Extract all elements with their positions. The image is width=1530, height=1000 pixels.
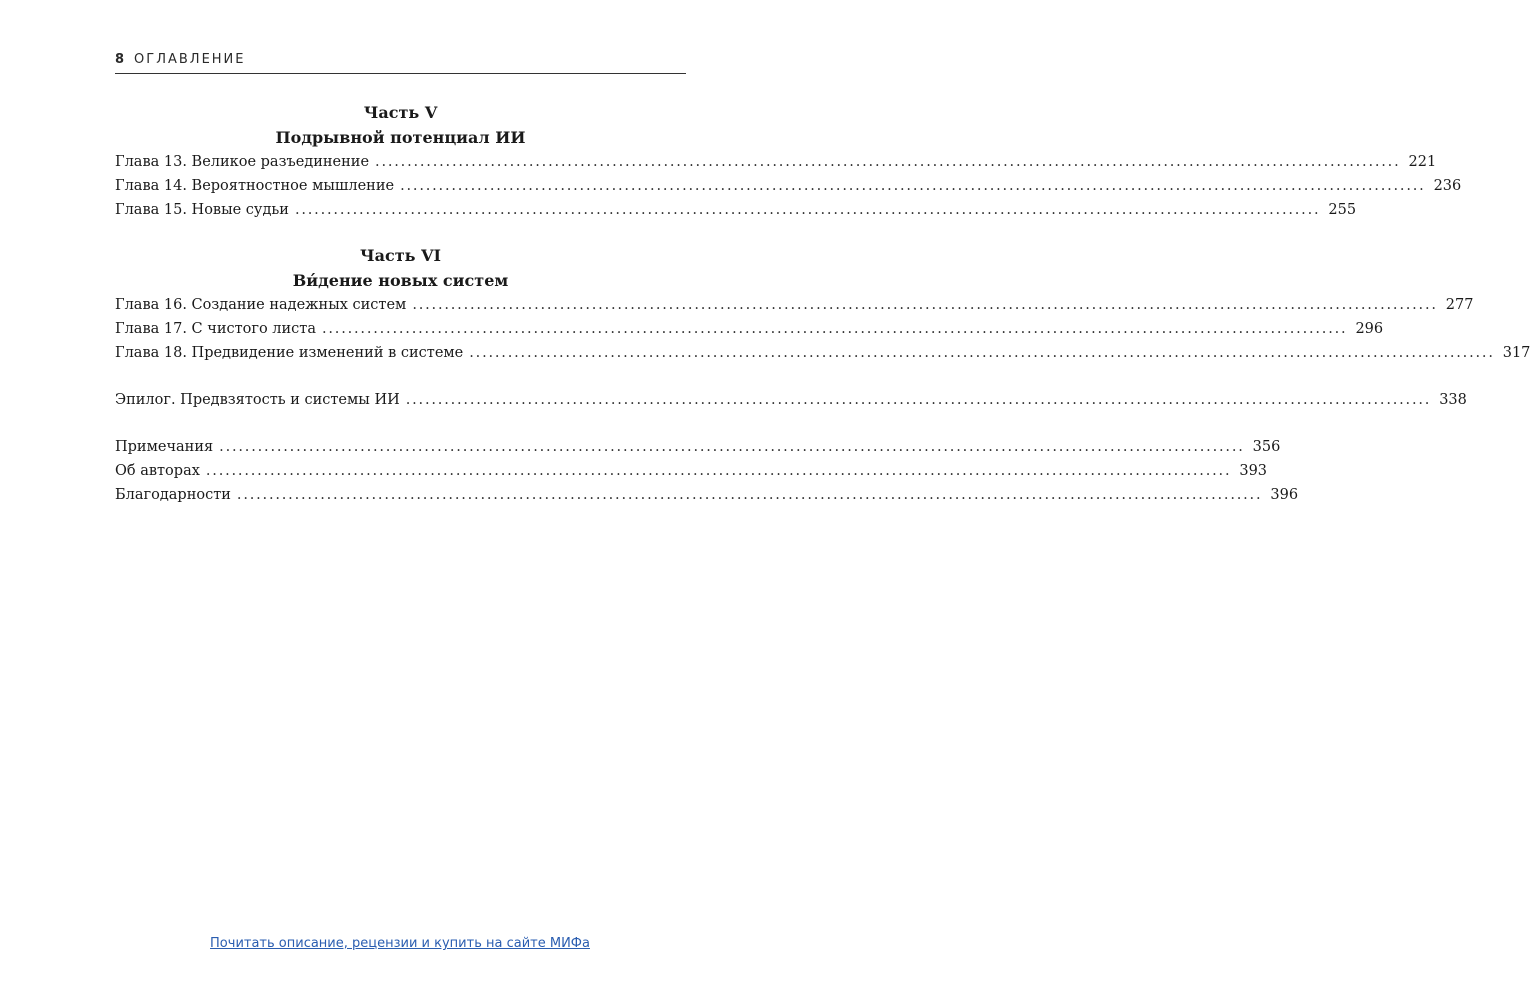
leader-dots: ................................................................................................................................................................ bbox=[321, 321, 1348, 337]
toc-entry bbox=[115, 341, 1530, 365]
entry-page: 221 bbox=[1408, 154, 1437, 170]
running-header bbox=[115, 52, 686, 67]
toc-entry bbox=[115, 293, 1474, 317]
entry-title: Глава 16. Создание надежных систем bbox=[115, 297, 407, 313]
part-subtitle: Ви́дение новых систем bbox=[292, 271, 509, 290]
buy-link[interactable]: Почитать описание, рецензии и купить на сайте МИФа bbox=[210, 936, 590, 951]
entry-title: Глава 15. Новые судьи bbox=[115, 202, 289, 218]
header-rule bbox=[115, 73, 686, 74]
entry-title: Примечания bbox=[115, 439, 214, 455]
entry-page: 296 bbox=[1355, 321, 1384, 337]
part-subtitle: Подрывной потенциал ИИ bbox=[275, 128, 526, 147]
entry-title: Глава 14. Вероятностное мышление bbox=[115, 178, 395, 194]
entry-title: Эпилог. Предвзятость и системы ИИ bbox=[115, 392, 400, 408]
back-matter bbox=[115, 435, 1299, 507]
entry-title: Глава 18. Предвидение изменений в системе bbox=[115, 345, 464, 361]
part-vi bbox=[115, 243, 1530, 365]
toc-entry bbox=[115, 483, 1299, 507]
leader-dots: ................................................................................................................................................................ bbox=[469, 345, 1495, 361]
toc-entry bbox=[115, 435, 1281, 459]
toc-entry bbox=[115, 150, 1437, 174]
leader-dots: ................................................................................................................................................................ bbox=[412, 297, 1438, 313]
entry-page: 277 bbox=[1445, 297, 1474, 313]
leader-dots: ................................................................................................................................................................ bbox=[400, 178, 1426, 194]
entry-page: 255 bbox=[1328, 202, 1357, 218]
entry-page: 236 bbox=[1433, 178, 1462, 194]
toc-entry bbox=[115, 198, 1357, 222]
toc-entry bbox=[115, 388, 1467, 412]
leader-dots: ................................................................................................................................................................ bbox=[294, 202, 1321, 218]
toc-entry bbox=[115, 174, 1462, 198]
entry-title: Глава 13. Великое разъединение bbox=[115, 154, 370, 170]
leader-dots: ................................................................................................................................................................ bbox=[205, 463, 1232, 479]
part-title: Часть V bbox=[363, 103, 438, 122]
entry-page: 396 bbox=[1270, 487, 1299, 503]
leader-dots: ................................................................................................................................................................ bbox=[405, 392, 1432, 408]
entry-page: 317 bbox=[1502, 345, 1530, 361]
leader-dots: ................................................................................................................................................................ bbox=[375, 154, 1401, 170]
part-title: Часть VI bbox=[360, 246, 441, 265]
toc-entry bbox=[115, 317, 1384, 341]
epilogue-block bbox=[115, 388, 1467, 412]
leader-dots: ................................................................................................................................................................ bbox=[219, 439, 1245, 455]
entry-title: Об авторах bbox=[115, 463, 200, 479]
section-title: ОГЛАВЛЕНИЕ bbox=[134, 52, 246, 67]
entry-page: 356 bbox=[1252, 439, 1281, 455]
toc-entry bbox=[115, 459, 1268, 483]
entry-page: 338 bbox=[1439, 392, 1467, 408]
part-v bbox=[115, 100, 1462, 222]
entry-page: 393 bbox=[1239, 463, 1268, 479]
entry-title: Благодарности bbox=[115, 487, 231, 503]
entry-title: Глава 17. С чистого листа bbox=[115, 321, 316, 337]
leader-dots: ................................................................................................................................................................ bbox=[236, 487, 1263, 503]
page-number: 8 bbox=[115, 52, 125, 67]
